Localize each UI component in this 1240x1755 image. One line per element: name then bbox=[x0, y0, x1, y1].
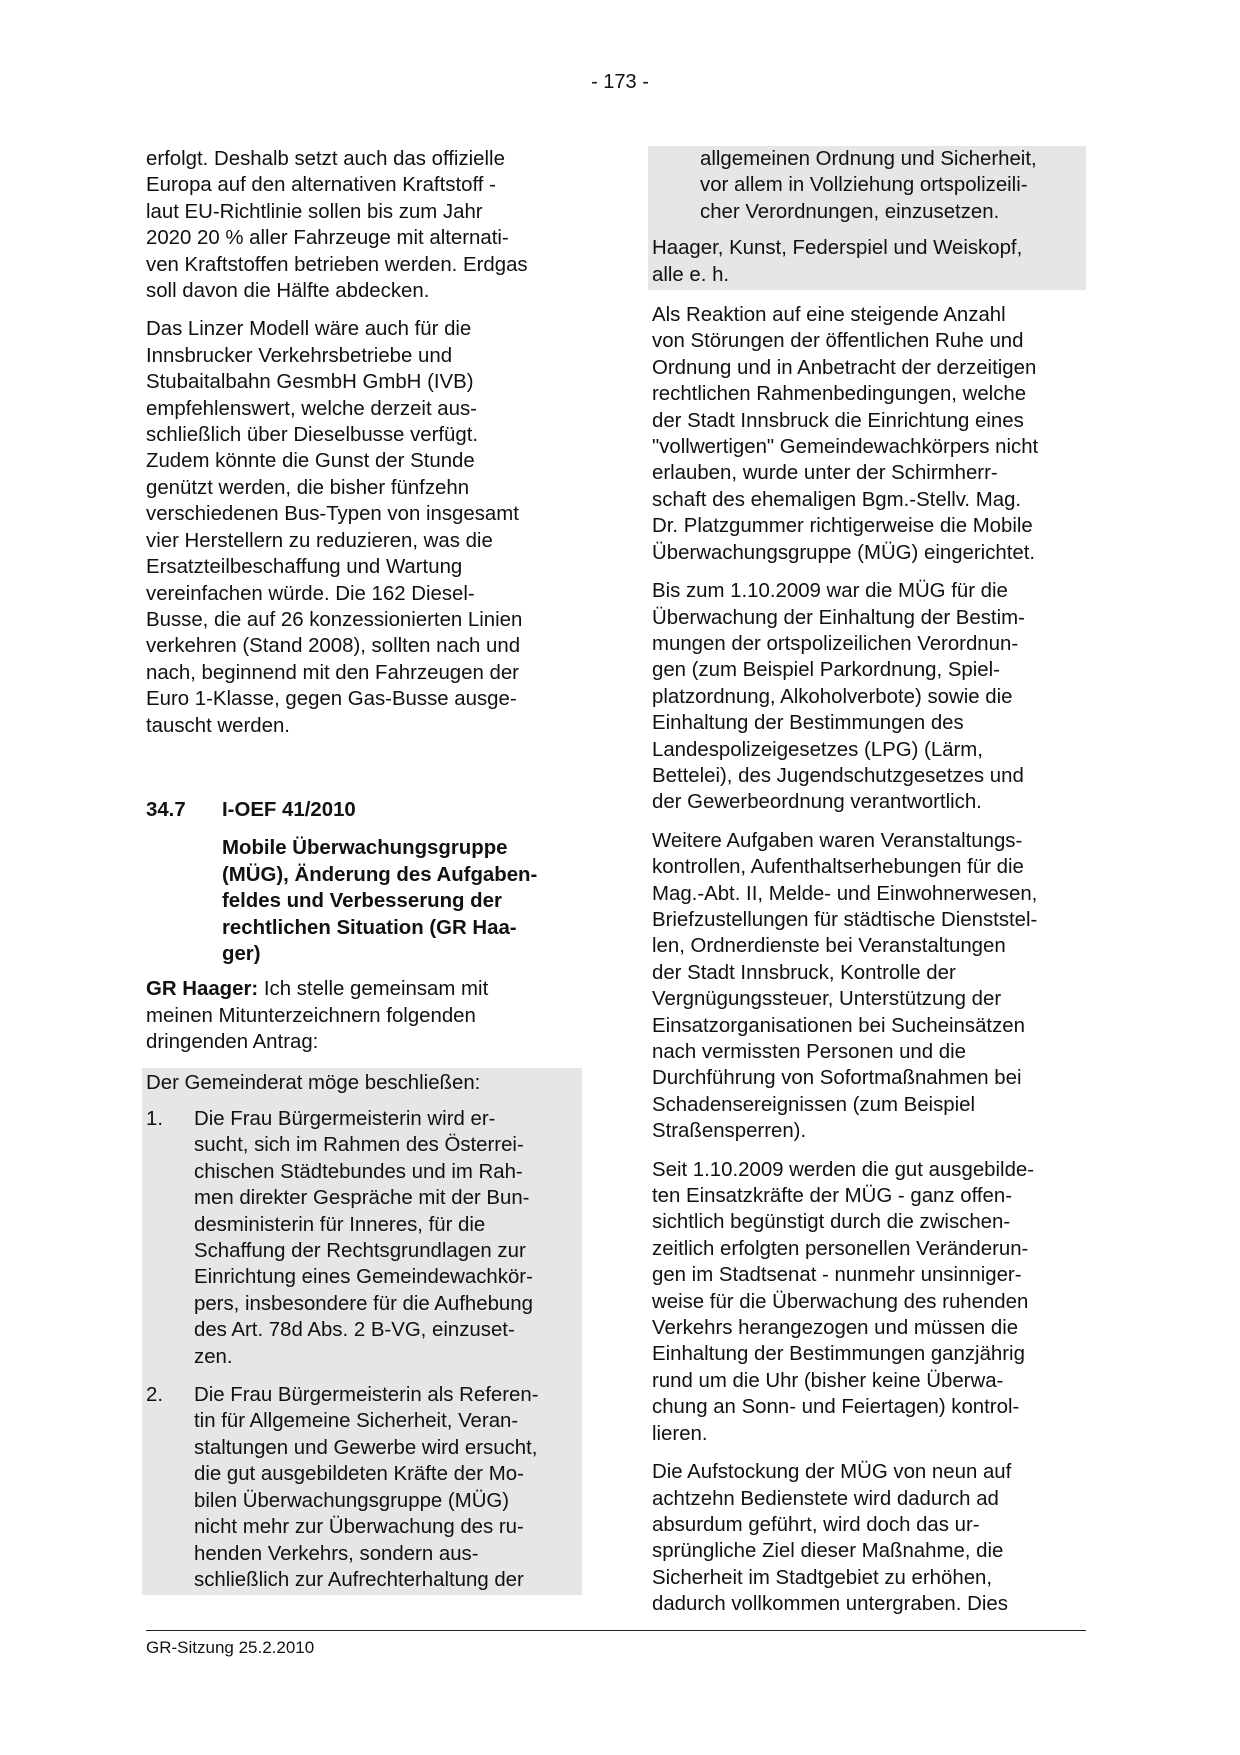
list-number: 2. bbox=[146, 1384, 164, 1407]
paragraph-expansion: Die Aufstockung der MÜG von neun auf achtzehn Bedienstete wird dadurch ad absurdum geführt, wird doch das ur- sprüngliche Ziel dieser Maßnahme, die Sicherheit im Stadtgebiet zu erhöhen, dadurch vollkommen untergraben. Dies bbox=[652, 1461, 1012, 1616]
section-heading bbox=[146, 797, 582, 823]
paragraph-natural-gas: erfolgt. Deshalb setzt auch das offizielle Europa auf den alternativen Kraftstoff - laut EU-Richtlinie sollen bis zum Jahr 2020 20 % aller Fahrzeuge mit alternati- ven Kraftstoffen betrieben werden. Erdgas soll davon die Hälfte abdecken. bbox=[146, 148, 528, 303]
motion-box-continued bbox=[648, 146, 1086, 290]
motion-intro: Der Gemeinderat möge beschließen: bbox=[146, 1071, 481, 1094]
list-text: Die Frau Bürgermeisterin wird er- sucht, sich im Rahmen des Österrei- chischen Städtebundes und im Rah- men direkter Gespräche mit der Bun- desministerin für Inneres, für die Schaffung der Rechtsgrundlagen zur Einrichtung eines Gemeindewachkör- pers, insbesondere für die Aufhebung des Art. 78d Abs. 2 B-VG, einzuset- zen. bbox=[194, 1108, 533, 1368]
left-column bbox=[146, 146, 582, 1595]
list-item-1 bbox=[146, 1106, 578, 1370]
paragraph-reaction: Als Reaktion auf eine steigende Anzahl von Störungen der öffentlichen Ruhe und Ordnung und in Anbetracht der derzeitigen rechtlichen Rahmenbedingungen, welche der Stadt Innsbruck die Einrichtung eines "vollwertigen" Gemeindewachkörpers nicht erlauben, wurde unter der Schirmherr- schaft des ehemaligen Bgm.-Stellv. Mag. Dr. Platzgummer richtigerweise die Mobile Überwachungsgruppe (MÜG) eingerichtet. bbox=[652, 304, 1039, 564]
section-number: 34.7 bbox=[146, 798, 186, 821]
list-text: Die Frau Bürgermeisterin als Referen- tin für Allgemeine Sicherheit, Veran- staltungen und Gewerbe wird ersucht, die gut ausgebildeten Kräfte der Mo- bilen Überwachungsgruppe (MÜG) nicht mehr zur Überwachung des ru- henden Verkehrs, sondern aus- schließlich zur Aufrechterhaltung der bbox=[194, 1384, 539, 1591]
footer: GR-Sitzung 25.2.2010 bbox=[146, 1638, 315, 1657]
paragraph-until-2009: Bis zum 1.10.2009 war die MÜG für die Überwachung der Einhaltung der Bestim- mungen der ortspolizeilichen Verordnun- gen (zum Beispiel Parkordnung, Spiel- platzordnung, Alkoholverbote) sowie die Einhaltung der Bestimmungen des Landespolizeigesetzes (LPG) (Lärm, Bettelei), des Jugendschutzgesetzes und der Gewerbeordnung verantwortlich. bbox=[652, 580, 1025, 814]
speaker-name: GR Haager: bbox=[146, 978, 259, 1001]
speaker-statement: GR Haager: Ich stelle gemeinsam mit meinen Mitunterzeichnern folgenden dringenden Antrag: bbox=[146, 978, 489, 1054]
signatories: Haager, Kunst, Federspiel und Weiskopf, alle e. h. bbox=[652, 237, 1023, 286]
right-column bbox=[652, 146, 1086, 1630]
list-item-2-continued: allgemeinen Ordnung und Sicherheit, vor allem in Vollziehung ortspolizeili- cher Verordnungen, einzusetzen. bbox=[700, 148, 1037, 223]
paragraph-since-2009: Seit 1.10.2009 werden die gut ausgebilde- ten Einsatzkräfte der MÜG - ganz offen- sichtlich begünstigt durch die zwischen- zeitlich erfolgten personellen Veränderun- gen im Stadtsenat - nunmehr unsinniger- weise für die Überwachung des ruhenden Verkehrs herangezogen und müssen die Einhaltung der Bestimmungen ganzjährig rund um die Uhr (bisher keine Überwa- chung an Sonn- und Feiertagen) kontrol- lieren. bbox=[652, 1158, 1035, 1445]
footer-divider bbox=[146, 1630, 1086, 1631]
motion-box bbox=[142, 1068, 582, 1596]
list-item-2 bbox=[146, 1382, 578, 1593]
paragraph-further-tasks: Weitere Aufgaben waren Veranstaltungs- kontrollen, Aufenthaltserhebungen für die Mag.-Abt. II, Melde- und Einwohnerwesen, Briefzustellungen für städtische Dienststel- len, Ordnerdienste bei Veranstaltungen der Stadt Innsbruck, Kontrolle der Vergnügungssteuer, Unterstützung der Einsatzorganisationen bei Sucheinsätzen nach vermissten Personen und die Durchführung von Sofortmaßnahmen bei Schadensereignissen (zum Beispiel Straßensperren). bbox=[652, 829, 1038, 1143]
list-number: 1. bbox=[146, 1108, 164, 1130]
page-number: - 173 - bbox=[591, 71, 649, 93]
section-title: Mobile Überwachungsgruppe (MÜG), Änderung des Aufgaben- feldes und Verbesserung der rechtlichen Situation (GR Haa- ger) bbox=[222, 837, 538, 965]
section-code: I-OEF 41/2010 bbox=[222, 798, 356, 821]
paragraph-linz-model: Das Linzer Modell wäre auch für die Innsbrucker Verkehrsbetriebe und Stubaitalbahn GesmbH GmbH (IVB) empfehlenswert, welche derzeit aus- schließlich über Dieselbusse verfügt. Zudem könnte die Gunst der Stunde genützt werden, die bisher fünfzehn verschiedenen Bus-Typen von insgesamt vier Herstellern zu reduzieren, was die Ersatzteilbeschaffung und Wartung vereinfachen würde. Die 162 Diesel- Busse, die auf 26 konzessionierten Linien verkehren (Stand 2008), sollten nach und nach, beginnend mit den Fahrzeugen der Euro 1-Klasse, gegen Gas-Busse ausge- tauscht werden. bbox=[146, 318, 523, 737]
